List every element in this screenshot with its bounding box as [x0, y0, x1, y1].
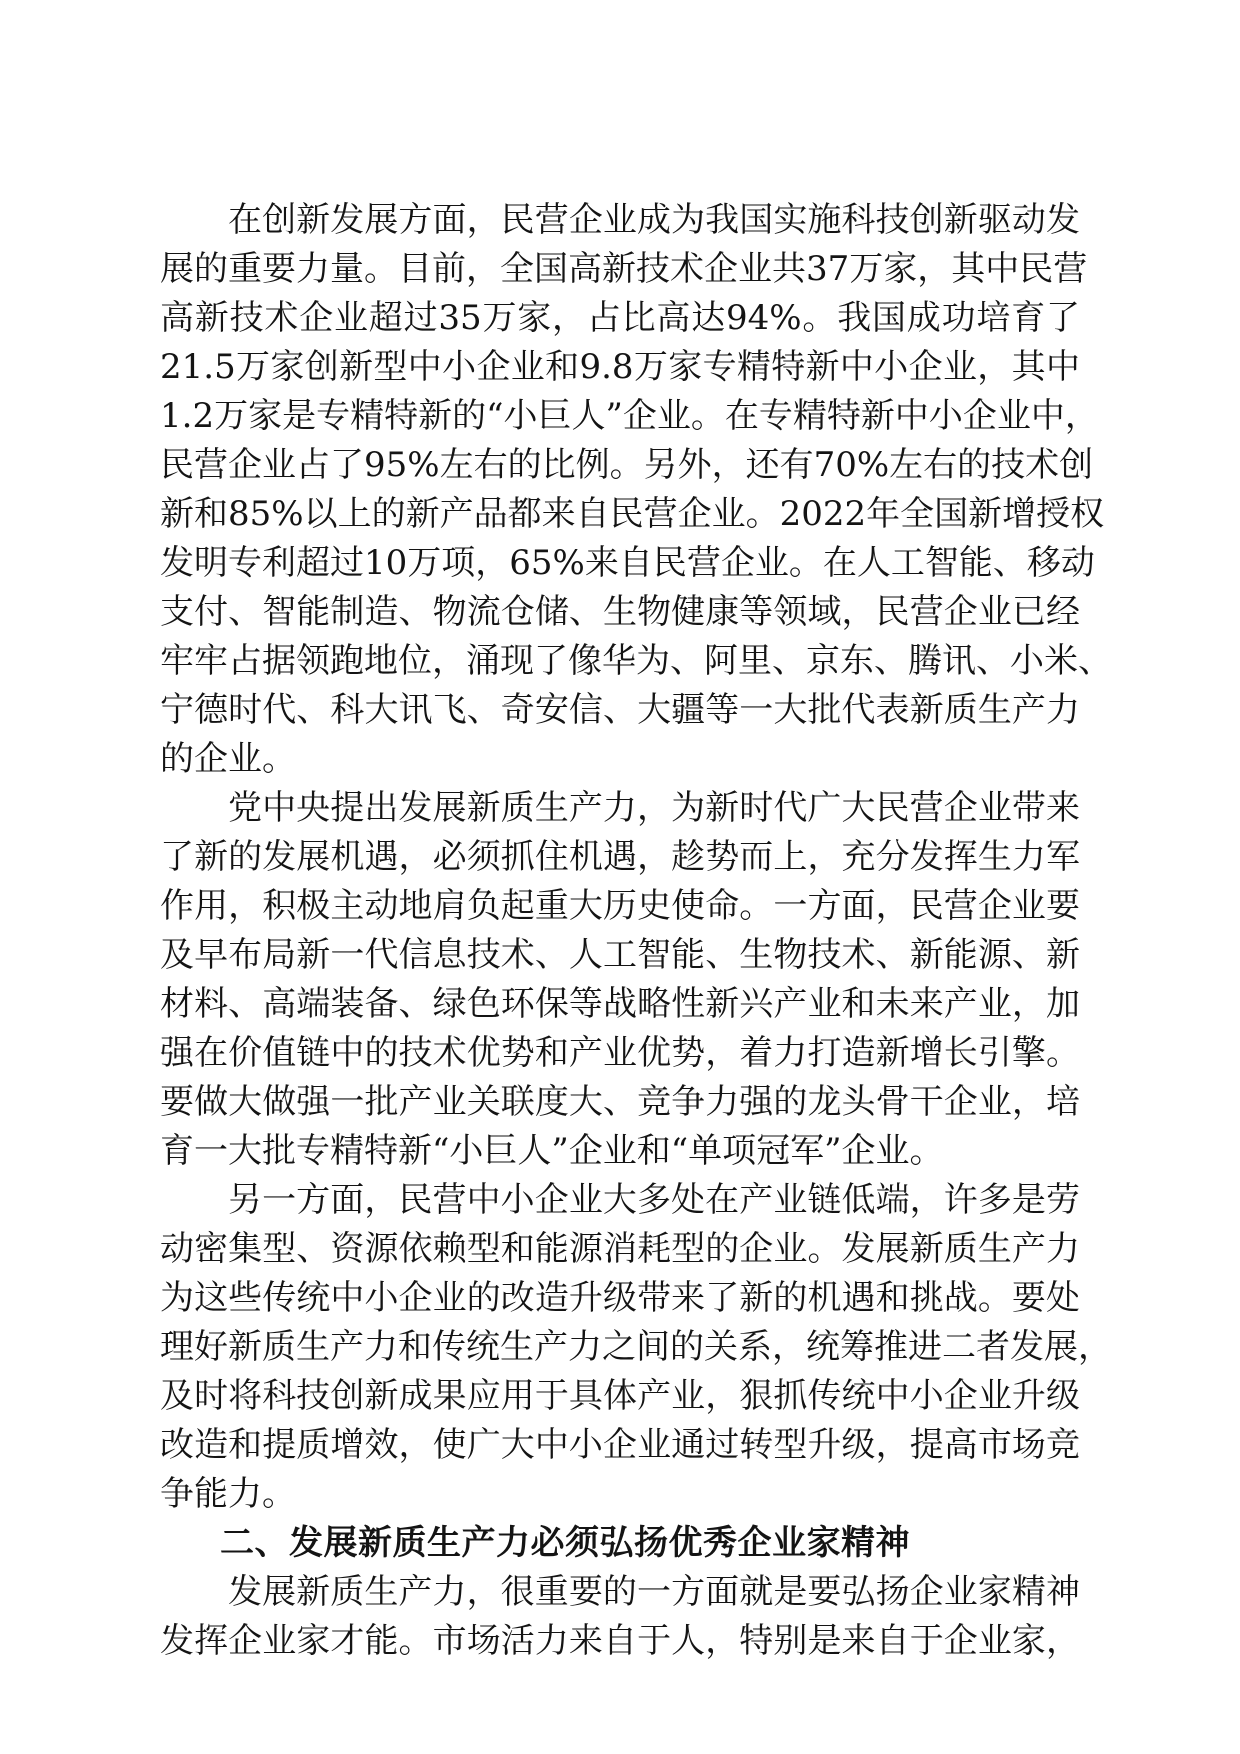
paragraph-1-line-2: 展的重要力量。目前，全国高新技术企业共37万家，其中民营 [160, 249, 1088, 289]
paragraph-3-line-6: 改造和提质增效，使广大中小企业通过转型升级，提高市场竞 [160, 1425, 1080, 1465]
paragraph-3-line-7: 争能力。 [160, 1474, 296, 1514]
paragraph-2-line-2: 了新的发展机遇，必须抓住机遇，趁势而上，充分发挥生力军 [160, 837, 1080, 877]
document-body [160, 196, 1112, 1666]
paragraph-3-line-3: 为这些传统中小企业的改造升级带来了新的机遇和挑战。要处 [160, 1278, 1080, 1318]
paragraph-1-line-6: 民营企业占了95%左右的比例。另外，还有70%左右的技术创 [160, 445, 1094, 485]
paragraph-2-line-5: 材料、高端装备、绿色环保等战略性新兴产业和未来产业，加 [160, 984, 1080, 1024]
paragraph-4-line-2: 发挥企业家才能。市场活力来自于人，特别是来自于企业家， [160, 1621, 1080, 1661]
paragraph-4-line-1: 发展新质生产力，很重要的一方面就是要弘扬企业家精神 [228, 1572, 1080, 1612]
paragraph-3-line-5: 及时将科技创新成果应用于具体产业，狠抓传统中小企业升级 [160, 1376, 1080, 1416]
paragraph-1-line-7: 新和85%以上的新产品都来自民营企业。2022年全国新增授权 [160, 494, 1105, 534]
paragraph-1-line-4: 21.5万家创新型中小企业和9.8万家专精特新中小企业，其中 [160, 347, 1080, 387]
paragraph-3-line-2: 动密集型、资源依赖型和能源消耗型的企业。发展新质生产力 [160, 1229, 1080, 1269]
paragraph-1-line-1: 在创新发展方面，民营企业成为我国实施科技创新驱动发 [228, 200, 1080, 240]
paragraph-2-line-3: 作用，积极主动地肩负起重大历史使命。一方面，民营企业要 [160, 886, 1080, 926]
paragraph-1-line-5: 1.2万家是专精特新的“小巨人”企业。在专精特新中小企业中， [160, 396, 1099, 436]
paragraph-2-line-1: 党中央提出发展新质生产力，为新时代广大民营企业带来 [228, 788, 1080, 828]
section-heading: 二、发展新质生产力必须弘扬优秀企业家精神 [220, 1523, 910, 1563]
paragraph-1-line-8: 发明专利超过10万项，65%来自民营企业。在人工智能、移动 [160, 543, 1095, 583]
paragraph-2-line-7: 要做大做强一批产业关联度大、竞争力强的龙头骨干企业，培 [160, 1082, 1080, 1122]
paragraph-1-line-12: 的企业。 [160, 739, 296, 779]
paragraph-1-line-3: 高新技术企业超过35万家，占比高达94%。我国成功培育了 [160, 298, 1080, 338]
paragraph-1-line-11: 宁德时代、科大讯飞、奇安信、大疆等一大批代表新质生产力 [160, 690, 1080, 730]
paragraph-2-line-8: 育一大批专精特新“小巨人”企业和“单项冠军”企业。 [160, 1131, 944, 1171]
paragraph-2-line-6: 强在价值链中的技术优势和产业优势，着力打造新增长引擎。 [160, 1033, 1080, 1073]
paragraph-2-line-4: 及早布局新一代信息技术、人工智能、生物技术、新能源、新 [160, 935, 1080, 975]
paragraph-1-line-10: 牢牢占据领跑地位，涌现了像华为、阿里、京东、腾讯、小米、 [160, 641, 1112, 681]
paragraph-3-line-1: 另一方面，民营中小企业大多处在产业链低端，许多是劳 [228, 1180, 1080, 1220]
paragraph-3-line-4: 理好新质生产力和传统生产力之间的关系，统筹推进二者发展， [160, 1327, 1112, 1367]
paragraph-1-line-9: 支付、智能制造、物流仓储、生物健康等领域，民营企业已经 [160, 592, 1080, 632]
